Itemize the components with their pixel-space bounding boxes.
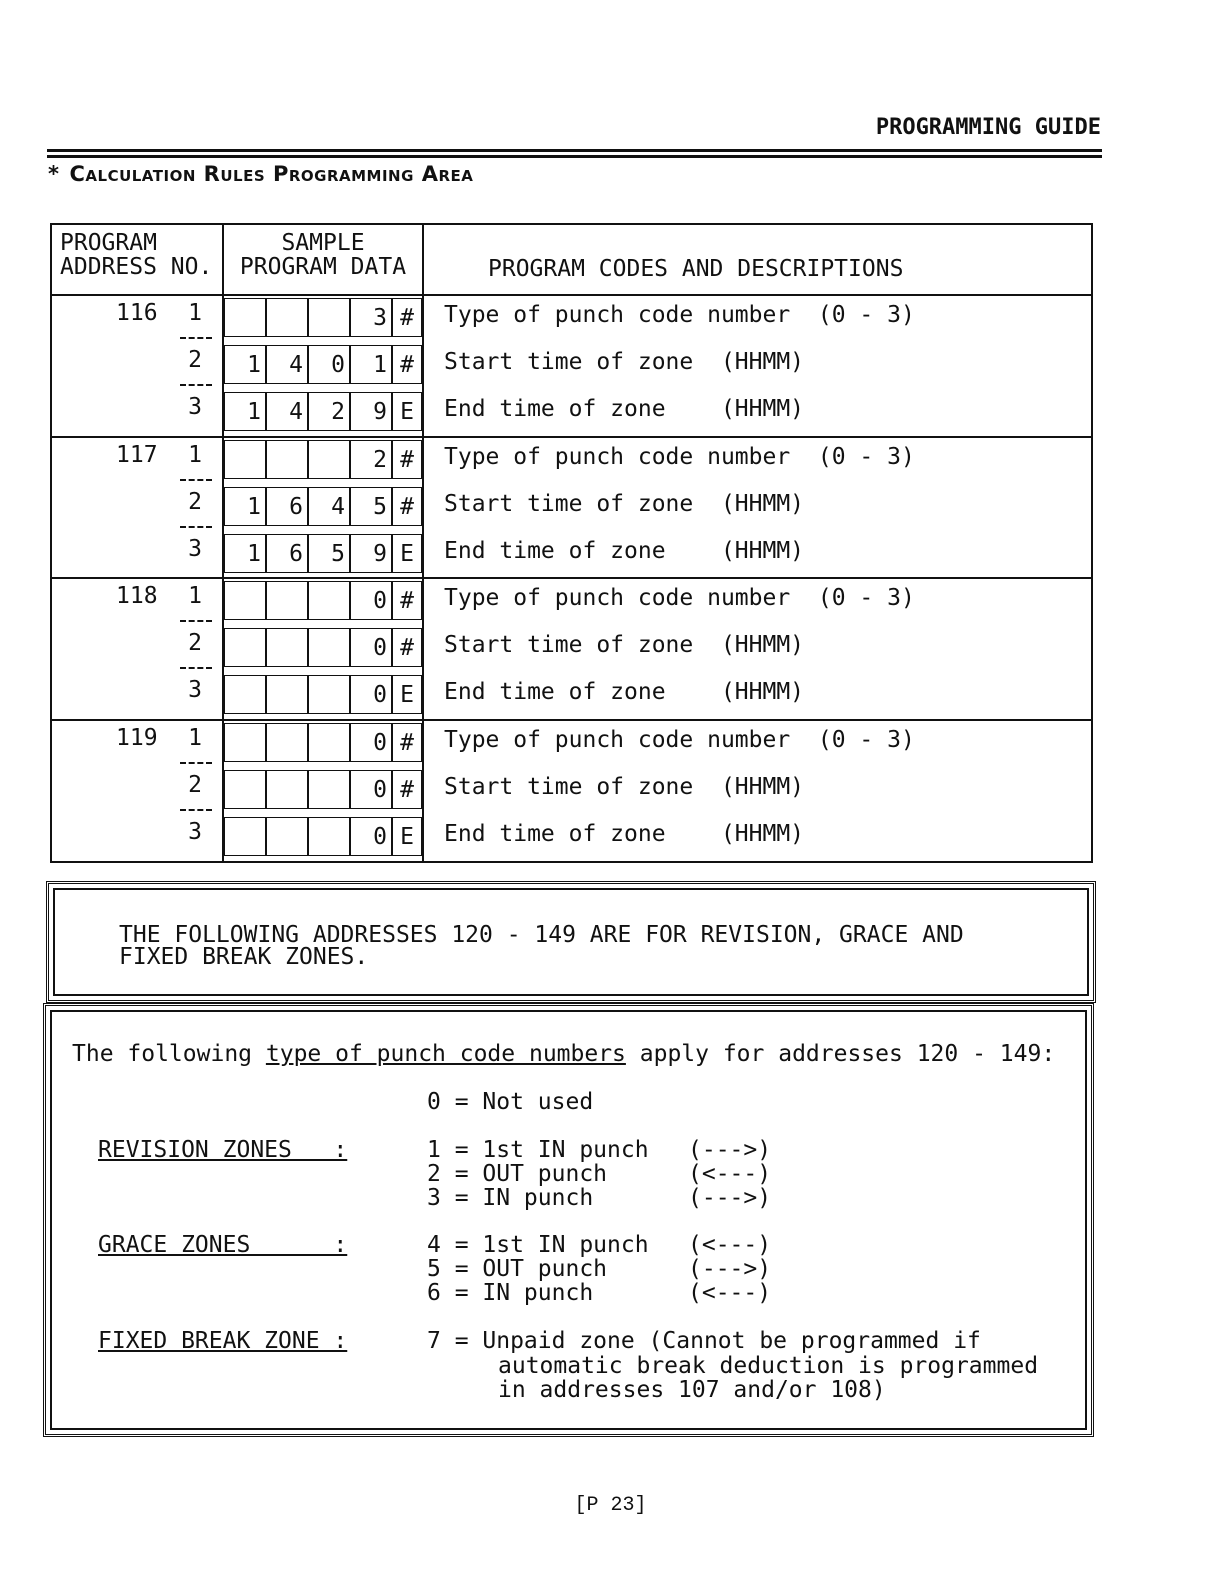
program-data-cell: # bbox=[392, 581, 422, 620]
revision-code-2: 2 = OUT punch bbox=[427, 1161, 608, 1187]
program-data-cell bbox=[224, 581, 266, 620]
program-data-cell: 9 bbox=[350, 392, 392, 431]
program-data-cell: # bbox=[392, 723, 422, 762]
program-data-cell: # bbox=[392, 440, 422, 479]
program-data-cell bbox=[308, 581, 350, 620]
address-header bbox=[60, 231, 212, 279]
program-code-description: Start time of zone (HHMM) bbox=[444, 490, 805, 517]
program-data-cell: 0 bbox=[350, 817, 392, 856]
bullet-star-icon: * bbox=[48, 162, 60, 186]
program-data-cell bbox=[308, 675, 350, 714]
program-data-cell: # bbox=[392, 628, 422, 667]
fixed-break-line-3: in addresses 107 and/or 108) bbox=[498, 1377, 886, 1403]
program-data-cell bbox=[266, 675, 308, 714]
program-data-cell: E bbox=[392, 392, 422, 431]
address-sub-number: 2 bbox=[188, 630, 202, 656]
grace-zones-label: GRACE ZONES : bbox=[98, 1232, 348, 1258]
program-code-description: End time of zone (HHMM) bbox=[444, 820, 805, 847]
program-data-cell: 6 bbox=[266, 487, 308, 526]
notice-box bbox=[46, 881, 1096, 1003]
program-data-cell bbox=[266, 628, 308, 667]
revision-arrow-3: (--->) bbox=[688, 1185, 772, 1211]
address-sub-number: 1 bbox=[188, 583, 202, 609]
program-data-cell: 0 bbox=[350, 628, 392, 667]
sub-number-dash bbox=[180, 762, 212, 764]
program-data-cell: 0 bbox=[308, 345, 350, 384]
program-data-cell: 4 bbox=[308, 487, 350, 526]
program-data-cell: 5 bbox=[308, 534, 350, 573]
program-code-description: Type of punch code number (0 - 3) bbox=[444, 726, 915, 753]
address-sub-number: 2 bbox=[188, 771, 202, 798]
program-data-cell bbox=[224, 628, 266, 667]
address-sub-number: 1 bbox=[188, 441, 202, 468]
grace-code-4: 4 = 1st IN punch bbox=[427, 1232, 649, 1258]
program-data-cell bbox=[266, 298, 308, 337]
program-data-cell bbox=[308, 817, 350, 856]
program-data-cell: 3 bbox=[350, 298, 392, 337]
program-data-cell: 2 bbox=[350, 440, 392, 479]
program-data-cell bbox=[308, 298, 350, 337]
sub-number-dash bbox=[180, 384, 212, 386]
data-header-line1: SAMPLE bbox=[281, 230, 365, 256]
address-sub-number: 3 bbox=[188, 394, 202, 420]
program-code-description: Type of punch code number (0 - 3) bbox=[444, 585, 915, 611]
program-data-cell: 1 bbox=[224, 487, 266, 526]
notice-text bbox=[119, 924, 964, 968]
program-data-cell bbox=[308, 628, 350, 667]
program-data-cell: 6 bbox=[266, 534, 308, 573]
program-code-description: Start time of zone (HHMM) bbox=[444, 632, 805, 658]
program-data-cell: 5 bbox=[350, 487, 392, 526]
revision-zones-label: REVISION ZONES : bbox=[98, 1137, 348, 1163]
program-data-cell: 4 bbox=[266, 392, 308, 431]
grace-arrow-4: (<---) bbox=[688, 1232, 772, 1258]
sub-number-dash bbox=[180, 667, 212, 669]
program-code-description: End time of zone (HHMM) bbox=[444, 679, 805, 705]
program-data-cell: 1 bbox=[224, 534, 266, 573]
program-data-cell bbox=[308, 770, 350, 809]
grace-arrow-5: (--->) bbox=[688, 1256, 772, 1282]
program-data-cell bbox=[224, 675, 266, 714]
notice-box-inner bbox=[53, 888, 1089, 996]
program-data-cell: # bbox=[392, 298, 422, 337]
page-header-title: PROGRAMMING GUIDE bbox=[875, 115, 1101, 140]
program-data-cell bbox=[308, 723, 350, 762]
revision-arrow-1: (--->) bbox=[688, 1137, 772, 1163]
punch-codes-box-inner bbox=[50, 1010, 1087, 1430]
program-code-description: Type of punch code number (0 - 3) bbox=[444, 302, 915, 328]
address-header-line2: ADDRESS NO. bbox=[60, 254, 213, 280]
revision-arrow-2: (<---) bbox=[688, 1161, 772, 1187]
address-sub-number: 1 bbox=[188, 724, 202, 751]
program-data-cell: # bbox=[392, 770, 422, 809]
grace-code-5: 5 = OUT punch bbox=[427, 1256, 608, 1282]
sub-number-dash bbox=[180, 809, 212, 811]
program-data-cell: 0 bbox=[350, 723, 392, 762]
program-data-cell: 1 bbox=[224, 345, 266, 384]
program-data-cell bbox=[266, 723, 308, 762]
program-code-description: End time of zone (HHMM) bbox=[444, 537, 805, 564]
sub-number-dash bbox=[180, 479, 212, 481]
program-code-description: Start time of zone (HHMM) bbox=[444, 773, 805, 800]
header-divider bbox=[52, 294, 1091, 296]
group-divider bbox=[52, 436, 1091, 438]
address-sub-number: 3 bbox=[188, 818, 202, 845]
program-data-cell: # bbox=[392, 345, 422, 384]
codes-intro bbox=[72, 1042, 1055, 1066]
program-data-cell: 2 bbox=[308, 392, 350, 431]
program-data-cell bbox=[224, 817, 266, 856]
program-data-cell bbox=[266, 817, 308, 856]
notice-line-1: THE FOLLOWING ADDRESSES 120 - 149 ARE FOR REVISION, GRACE AND bbox=[119, 922, 964, 948]
program-data-cell: 4 bbox=[266, 345, 308, 384]
header-rule-top bbox=[47, 149, 1102, 152]
program-data-cell: E bbox=[392, 534, 422, 573]
revision-code-3: 3 = IN punch bbox=[427, 1185, 594, 1211]
codes-intro-post: apply for addresses 120 - 149: bbox=[625, 1041, 1056, 1067]
revision-code-1: 1 = 1st IN punch bbox=[427, 1137, 649, 1163]
data-header bbox=[224, 231, 422, 279]
address-sub-number: 3 bbox=[188, 677, 202, 703]
page-number: [P 23] bbox=[574, 1494, 647, 1517]
punch-codes-box bbox=[43, 1003, 1094, 1437]
program-address: 116 bbox=[116, 300, 158, 326]
address-sub-number: 2 bbox=[188, 488, 202, 515]
program-address: 119 bbox=[116, 724, 158, 751]
program-data-cell: E bbox=[392, 675, 422, 714]
grace-arrow-6: (<---) bbox=[688, 1280, 772, 1306]
program-data-cell bbox=[266, 440, 308, 479]
notice-line-2: FIXED BREAK ZONES. bbox=[119, 944, 369, 970]
grace-code-6: 6 = IN punch bbox=[427, 1280, 594, 1306]
program-code-description: Type of punch code number (0 - 3) bbox=[444, 443, 915, 470]
section-title-text: Calculation Rules Programming Area bbox=[69, 162, 474, 186]
group-divider bbox=[52, 719, 1091, 721]
program-data-cell: 0 bbox=[350, 770, 392, 809]
program-data-cell: 0 bbox=[350, 581, 392, 620]
section-title bbox=[48, 162, 473, 186]
program-data-cell: 1 bbox=[350, 345, 392, 384]
program-address: 117 bbox=[116, 441, 158, 468]
program-data-cell bbox=[224, 298, 266, 337]
code-not-used: 0 = Not used bbox=[427, 1089, 594, 1115]
program-data-cell bbox=[224, 440, 266, 479]
description-header: PROGRAM CODES AND DESCRIPTIONS bbox=[488, 256, 904, 282]
sub-number-dash bbox=[180, 620, 212, 622]
program-data-cell bbox=[266, 581, 308, 620]
program-data-cell: 0 bbox=[350, 675, 392, 714]
fixed-break-zone-label: FIXED BREAK ZONE : bbox=[98, 1328, 348, 1354]
address-sub-number: 1 bbox=[188, 300, 202, 326]
fixed-break-line-1: 7 = Unpaid zone (Cannot be programmed if bbox=[427, 1328, 981, 1354]
program-address: 118 bbox=[116, 583, 158, 609]
address-header-line1: PROGRAM bbox=[60, 230, 157, 256]
codes-intro-pre: The following bbox=[72, 1041, 266, 1067]
program-table bbox=[50, 223, 1093, 863]
program-data-cell bbox=[224, 770, 266, 809]
group-divider bbox=[52, 577, 1091, 579]
program-data-cell bbox=[224, 723, 266, 762]
header-rule-bottom bbox=[47, 155, 1102, 158]
program-data-cell bbox=[308, 440, 350, 479]
fixed-break-line-2: automatic break deduction is programmed bbox=[498, 1353, 1039, 1379]
program-code-description: Start time of zone (HHMM) bbox=[444, 349, 805, 375]
program-data-cell: # bbox=[392, 487, 422, 526]
address-sub-number: 3 bbox=[188, 535, 202, 562]
program-data-cell: E bbox=[392, 817, 422, 856]
data-header-line2: PROGRAM DATA bbox=[239, 254, 407, 280]
address-sub-number: 2 bbox=[188, 347, 202, 373]
program-code-description: End time of zone (HHMM) bbox=[444, 396, 805, 422]
sub-number-dash bbox=[180, 526, 212, 528]
codes-intro-underlined: type of punch code numbers bbox=[265, 1041, 626, 1067]
sub-number-dash bbox=[180, 337, 212, 339]
program-data-cell bbox=[266, 770, 308, 809]
program-data-cell: 1 bbox=[224, 392, 266, 431]
program-data-cell: 9 bbox=[350, 534, 392, 573]
